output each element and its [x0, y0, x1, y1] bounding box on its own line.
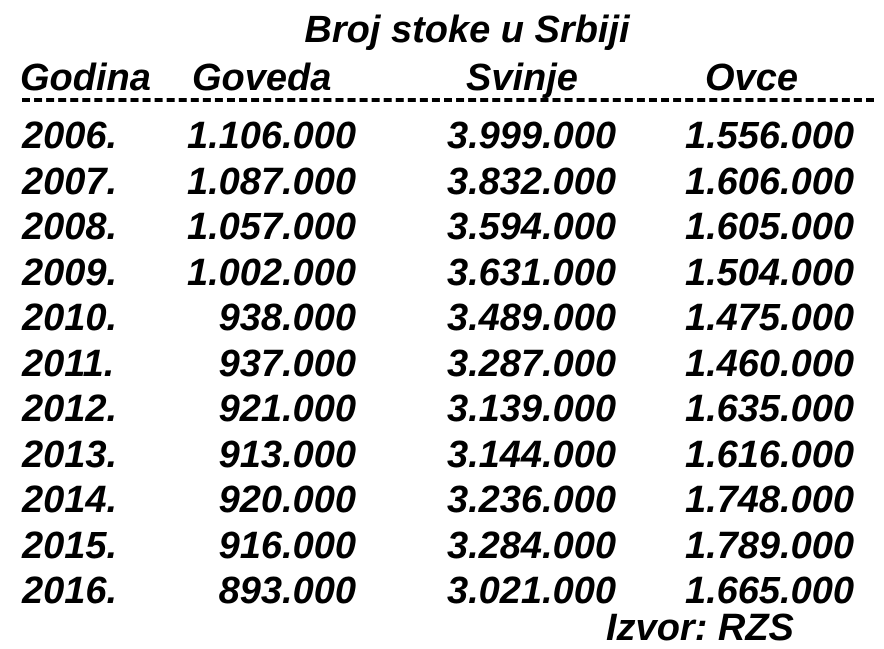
- table-row: [0, 342, 884, 388]
- cell-year: 2014.: [22, 479, 118, 521]
- cell-cattle: 938.000: [218, 297, 356, 339]
- cell-pigs: 3.284.000: [446, 524, 616, 567]
- cell-year: 2007.: [22, 160, 118, 203]
- cell-sheep: 1.556.000: [684, 115, 854, 157]
- cell-sheep: 1.606.000: [684, 160, 854, 203]
- table-row: [0, 478, 884, 524]
- column-header-sheep: Ovce: [705, 57, 798, 99]
- column-header-year: Godina: [20, 57, 151, 99]
- cell-year: 2011.: [22, 342, 115, 385]
- column-header-cattle: Goveda: [192, 57, 332, 99]
- cell-cattle: 1.002.000: [186, 251, 356, 294]
- cell-pigs: 3.832.000: [446, 160, 616, 203]
- cell-pigs: 3.236.000: [446, 479, 616, 521]
- table-row: [0, 387, 884, 433]
- table-row: [0, 524, 884, 570]
- header-divider-line: [22, 98, 874, 106]
- cell-pigs: 3.999.000: [446, 115, 616, 157]
- cell-cattle: 937.000: [218, 342, 356, 385]
- table-row: [0, 251, 884, 297]
- cell-sheep: 1.635.000: [684, 388, 854, 430]
- source-note: Izvor: RZS: [606, 607, 794, 649]
- table-row: [0, 160, 884, 206]
- cell-sheep: 1.504.000: [684, 251, 854, 294]
- cell-year: 2015.: [22, 524, 118, 567]
- cell-year: 2010.: [22, 297, 118, 339]
- cell-sheep: 1.616.000: [684, 433, 854, 476]
- cell-cattle: 920.000: [218, 479, 356, 521]
- table-row: [0, 114, 884, 160]
- cell-pigs: 3.594.000: [446, 206, 616, 248]
- cell-pigs: 3.489.000: [446, 297, 616, 339]
- cell-sheep: 1.789.000: [684, 524, 854, 567]
- column-header-pigs: Svinje: [466, 57, 578, 99]
- table-row: [0, 433, 884, 479]
- table-body: [0, 114, 884, 615]
- cell-year: 2009.: [22, 251, 118, 294]
- cell-cattle: 921.000: [218, 388, 356, 430]
- cell-pigs: 3.021.000: [446, 570, 616, 612]
- table-row: [0, 205, 884, 251]
- cell-year: 2008.: [22, 206, 118, 248]
- table-row: [0, 296, 884, 342]
- cell-cattle: 1.106.000: [186, 115, 356, 157]
- cell-year: 2016.: [22, 570, 118, 612]
- header-divider: [22, 94, 874, 108]
- cell-sheep: 1.605.000: [684, 206, 854, 248]
- cell-cattle: 913.000: [218, 433, 356, 476]
- cell-year: 2006.: [22, 115, 118, 157]
- cell-pigs: 3.631.000: [446, 251, 616, 294]
- cell-sheep: 1.665.000: [684, 570, 854, 612]
- cell-sheep: 1.460.000: [684, 342, 854, 385]
- cell-pigs: 3.139.000: [446, 388, 616, 430]
- cell-pigs: 3.144.000: [446, 433, 616, 476]
- cell-pigs: 3.287.000: [446, 342, 616, 385]
- cell-cattle: 1.087.000: [186, 160, 356, 203]
- cell-cattle: 916.000: [218, 524, 356, 567]
- cell-sheep: 1.475.000: [684, 297, 854, 339]
- cell-cattle: 1.057.000: [186, 206, 356, 248]
- table-title: Broj stoke u Srbiji: [304, 9, 630, 51]
- cell-year: 2013.: [22, 433, 118, 476]
- cell-year: 2012.: [22, 388, 118, 430]
- cell-sheep: 1.748.000: [684, 479, 854, 521]
- cell-cattle: 893.000: [218, 570, 356, 612]
